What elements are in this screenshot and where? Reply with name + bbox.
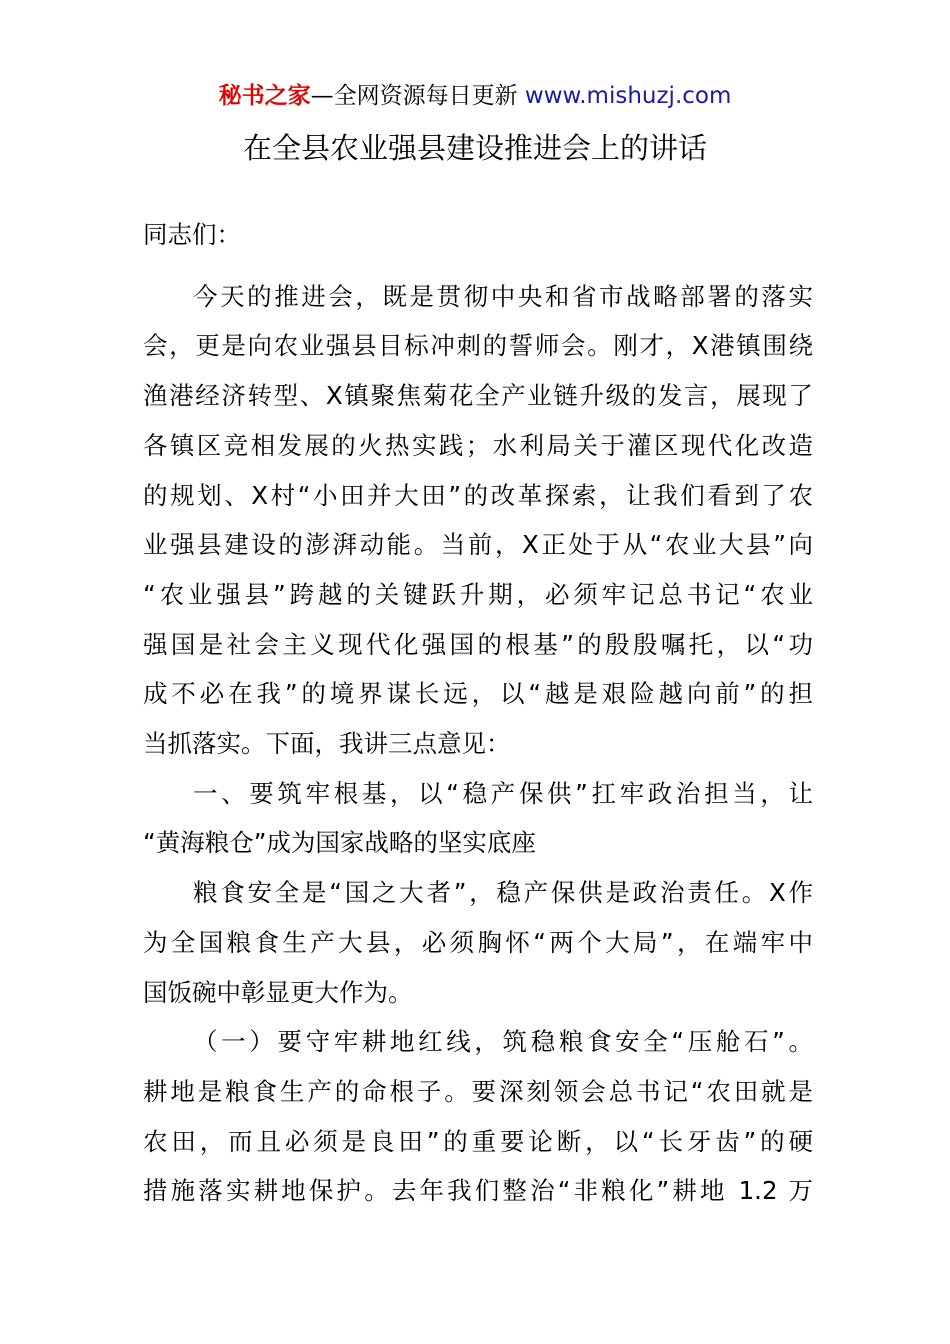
paragraph-line: 农田，而且必须是良田”的重要论断，以“长牙齿”的硬 bbox=[143, 1127, 813, 1156]
section-heading-line: 一、要筑牢根基，以“稳产保供”扛牢政治担当，让 bbox=[193, 779, 813, 808]
paragraph-line: 为全国粮食生产大县，必须胸怀“两个大局”，在端牢中 bbox=[143, 928, 813, 957]
document-title: 在全县农业强县建设推进会上的讲话 bbox=[242, 131, 707, 165]
site-url-link[interactable]: www.mishuzj.com bbox=[524, 83, 732, 109]
paragraph-line: 粮食安全是“国之大者”，稳产保供是政治责任。X作 bbox=[193, 878, 813, 907]
paragraph-line: 的规划、X村“小田并大田”的改革探索，让我们看到了农 bbox=[143, 481, 813, 510]
paragraph-line: 渔港经济转型、X镇聚焦菊花全产业链升级的发言，展现了 bbox=[143, 381, 813, 410]
paragraph-line: 耕地是粮食生产的命根子。要深刻领会总书记“农田就是 bbox=[143, 1077, 813, 1106]
paragraph-line: 各镇区竞相发展的火热实践；水利局关于灌区现代化改造 bbox=[143, 431, 813, 460]
salutation: 同志们： bbox=[143, 220, 241, 249]
paragraph-line: 成不必在我”的境界谋长远，以“越是艰险越向前”的担 bbox=[143, 679, 813, 708]
brand-name: 秘书之家 bbox=[218, 83, 311, 109]
paragraph-line: 会，更是向农业强县目标冲刺的誓师会。刚才，X港镇围绕 bbox=[143, 331, 814, 360]
paragraph-line: 强国是社会主义现代化强国的根基”的殷殷嘱托，以“功 bbox=[143, 630, 813, 659]
paragraph-line: 今天的推进会，既是贯彻中央和省市战略部署的落实 bbox=[193, 282, 813, 311]
paragraph-line: 业强县建设的澎湃动能。当前，X正处于从“农业大县”向 bbox=[143, 530, 813, 559]
subsection-heading-line: （一）要守牢耕地红线，筑稳粮食安全“压舱石”。 bbox=[193, 1027, 813, 1056]
paragraph-line: 当抓落实。下面，我讲三点意见： bbox=[143, 729, 511, 758]
site-tagline: —全网资源每日更新 bbox=[310, 83, 525, 109]
section-heading-line: “黄海粮仓”成为国家战略的坚实底座 bbox=[143, 828, 536, 857]
site-header bbox=[0, 80, 950, 112]
paragraph-line: 国饭碗中彰显更大作为。 bbox=[143, 978, 413, 1007]
paragraph-line: 措施落实耕地保护。去年我们整治“非粮化”耕地 1.2 万 bbox=[143, 1176, 813, 1205]
paragraph-line: “农业强县”跨越的关键跃升期，必须牢记总书记“农业 bbox=[143, 580, 813, 609]
